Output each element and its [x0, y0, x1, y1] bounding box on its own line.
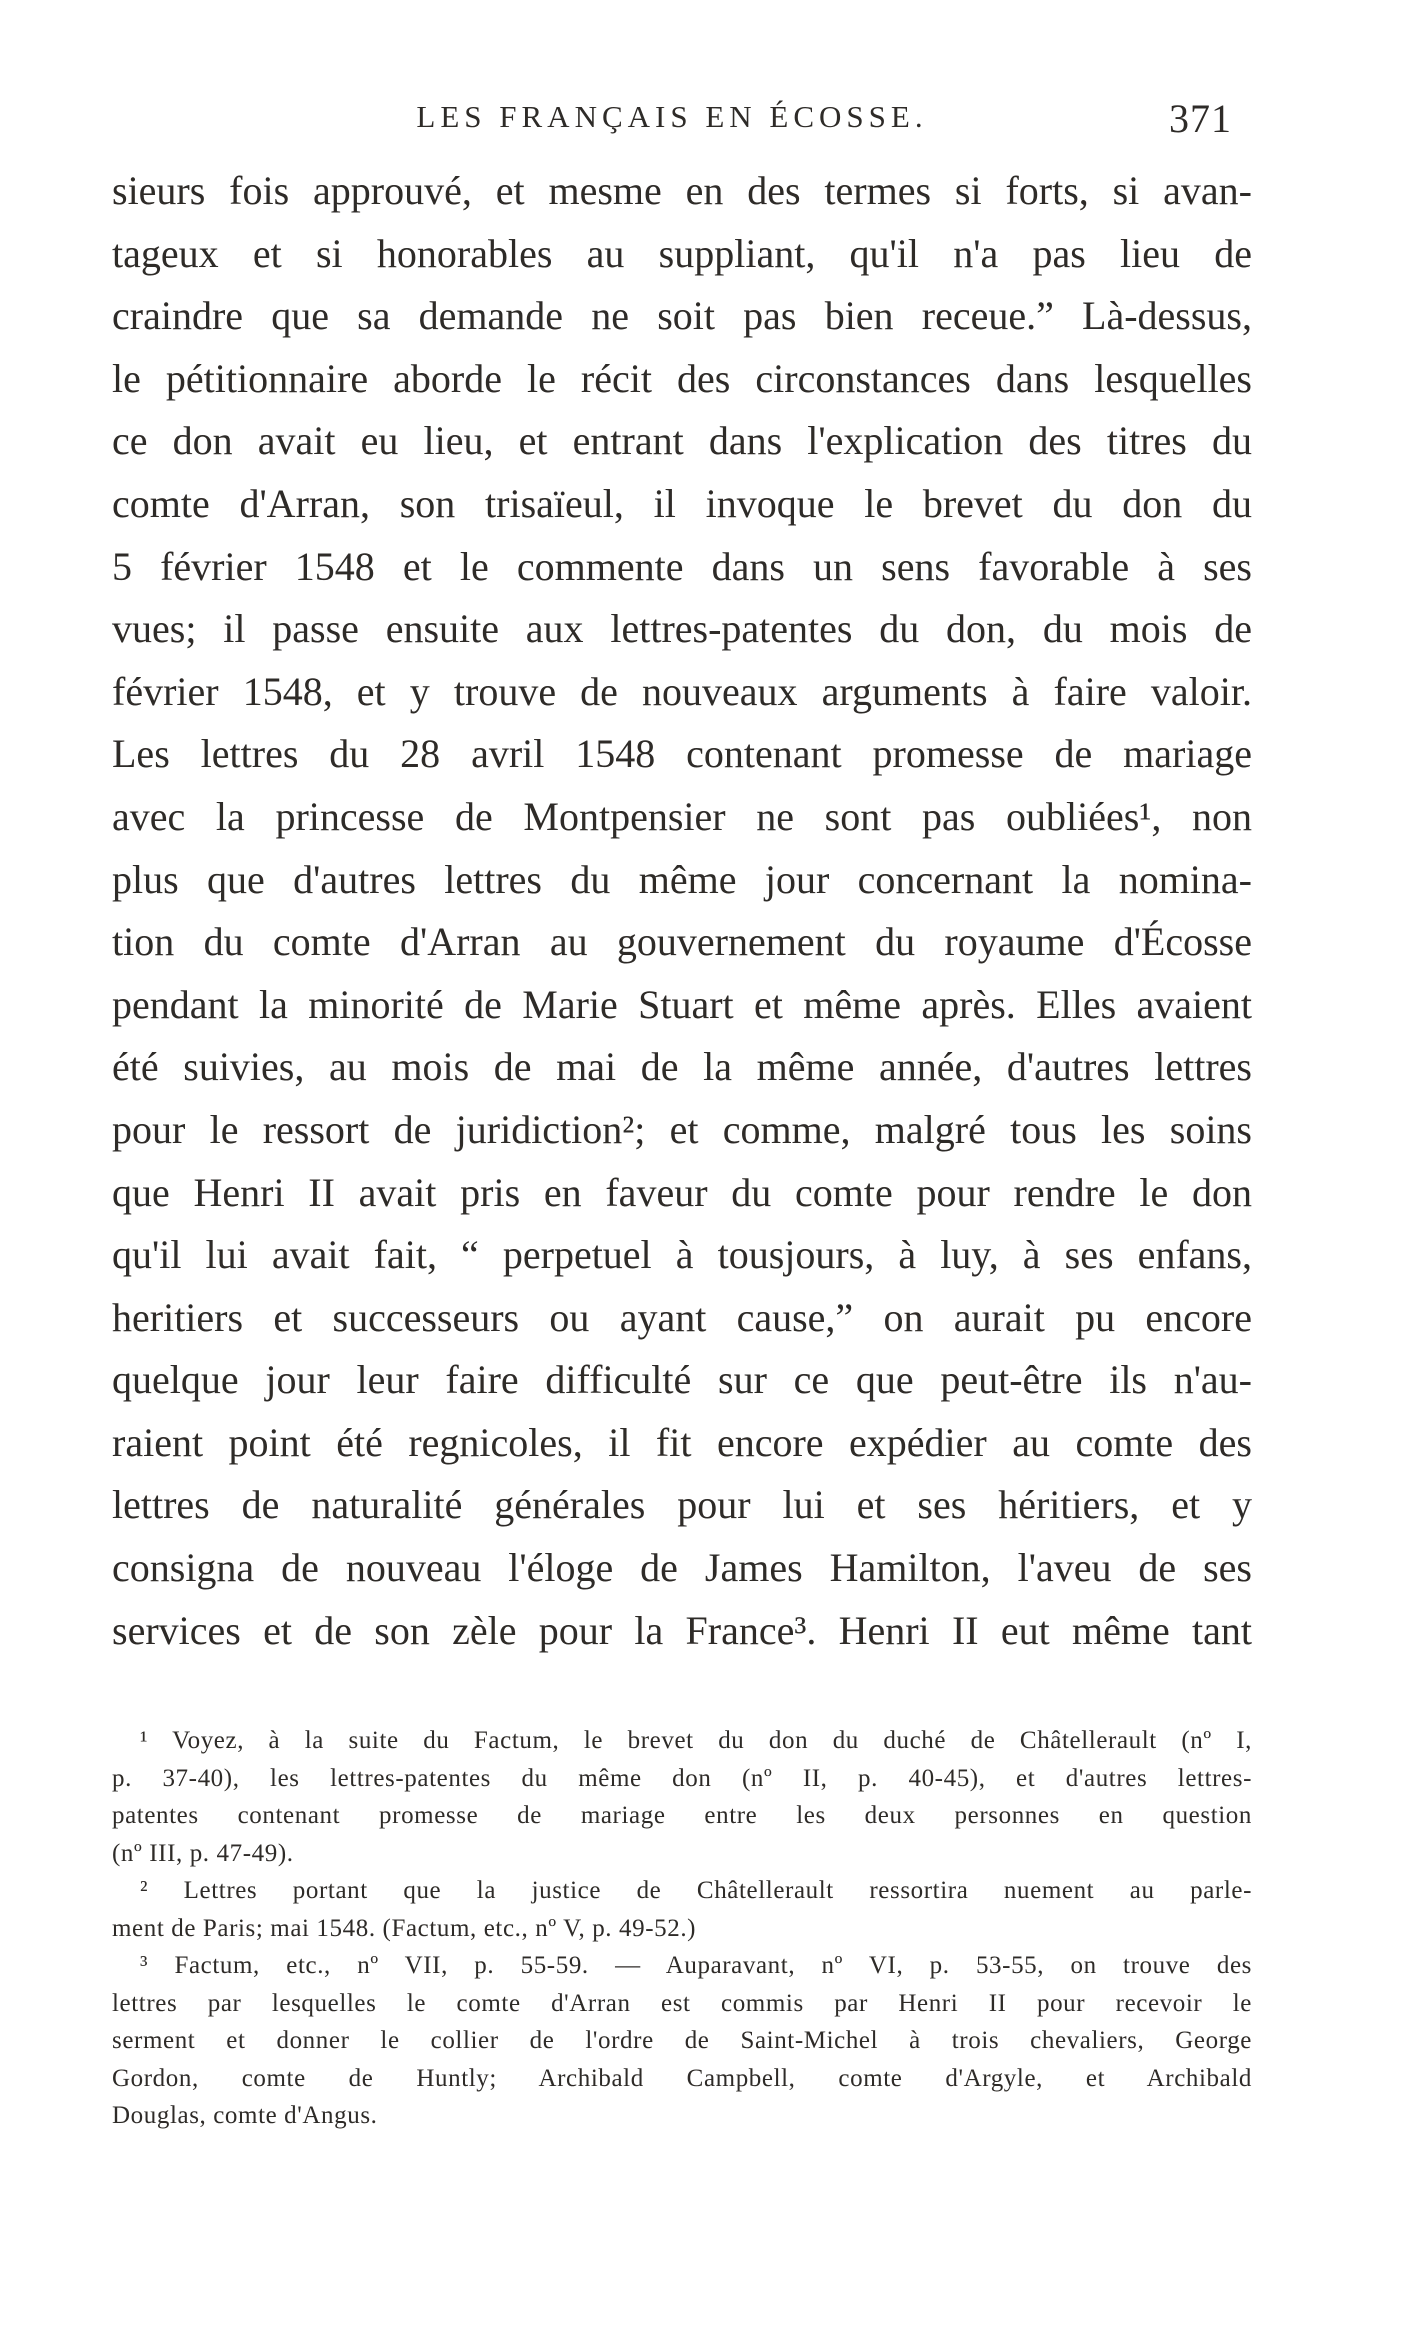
footnotes — [112, 1722, 1252, 2135]
text-line: raient point été regnicoles, il fit encore expédier au comte des — [112, 1419, 1252, 1465]
text-line: tageux et si honorables au suppliant, qu'il n'a pas lieu de — [112, 230, 1252, 276]
page-number: 371 — [1169, 96, 1232, 141]
footnote-text: Factum, etc., nº VII, p. 55-59. — Auparavant, nº VI, p. 53-55, on trouve des — [174, 1952, 1252, 1979]
text-line: avec la princesse de Montpensier ne sont pas oubliées¹, non — [112, 793, 1252, 839]
text-line: quelque jour leur faire difficulté sur ce que peut-être ils n'au- — [112, 1357, 1252, 1403]
text-line: comte d'Arran, son trisaïeul, il invoque le brevet du don du — [112, 480, 1252, 526]
footnote-text: Lettres portant que la justice de Châtellerault ressortira nuement au parle- — [183, 1877, 1252, 1904]
main-text — [112, 160, 1252, 1662]
footnote-3-line — [112, 1947, 1252, 1985]
footnote-1-line: p. 37-40), les lettres-patentes du même don (nº II, p. 40-45), et d'autres lettres- — [112, 1764, 1252, 1792]
text-line: été suivies, au mois de mai de la même année, d'autres lettres — [112, 1044, 1252, 1090]
text-line: pour le ressort de juridiction²; et comme, malgré tous les soins — [112, 1106, 1252, 1152]
text-line: services et de son zèle pour la France³. Henri II eut même tant — [112, 1607, 1252, 1653]
text-line: vues; il passe ensuite aux lettres-patentes du don, du mois de — [112, 606, 1252, 652]
footnote-1-line — [112, 1722, 1252, 1760]
text-line: ce don avait eu lieu, et entrant dans l'explication des titres du — [112, 418, 1252, 464]
page-header — [112, 95, 1232, 145]
text-line: 5 février 1548 et le commente dans un sens favorable à ses — [112, 543, 1252, 589]
text-line: plus que d'autres lettres du même jour concernant la nomina- — [112, 856, 1252, 902]
text-line: consigna de nouveau l'éloge de James Hamilton, l'aveu de ses — [112, 1545, 1252, 1591]
footnote-3-line: Gordon, comte de Huntly; Archibald Campbell, comte d'Argyle, et Archibald — [112, 2064, 1252, 2092]
text-line: que Henri II avait pris en faveur du comte pour rendre le don — [112, 1169, 1252, 1215]
footnote-1-line: patentes contenant promesse de mariage entre les deux personnes en question — [112, 1802, 1252, 1829]
text-line: pendant la minorité de Marie Stuart et même après. Elles avaient — [112, 981, 1252, 1027]
footnote-3-line: serment et donner le collier de l'ordre de Saint-Michel à trois chevaliers, George — [112, 2027, 1252, 2054]
text-line: tion du comte d'Arran au gouvernement du royaume d'Écosse — [112, 919, 1252, 965]
text-line: sieurs fois approuvé, et mesme en des termes si forts, si avan- — [112, 168, 1252, 213]
text-line: le pétitionnaire aborde le récit des circonstances dans lesquelles — [112, 355, 1252, 401]
text-line: Les lettres du 28 avril 1548 contenant promesse de mariage — [112, 731, 1252, 777]
footnote-3-line: lettres par lesquelles le comte d'Arran est commis par Henri II pour recevoir le — [112, 1989, 1252, 2017]
text-line: qu'il lui avait fait, “ perpetuel à tousjours, à luy, à ses enfans, — [112, 1232, 1252, 1278]
footnote-3-line: Douglas, comte d'Angus. — [112, 2102, 378, 2129]
text-line: février 1548, et y trouve de nouveaux arguments à faire valoir. — [112, 668, 1252, 714]
footnote-marker: ¹ — [140, 1727, 149, 1754]
text-line: lettres de naturalité générales pour lui et ses héritiers, et y — [112, 1482, 1252, 1528]
footnote-2-line: ment de Paris; mai 1548. (Factum, etc., nº V, p. 49-52.) — [112, 1914, 697, 1942]
footnote-marker: ³ — [140, 1952, 149, 1979]
footnote-text: Voyez, à la suite du Factum, le brevet du don du duché de Châtellerault (nº I, — [172, 1727, 1252, 1754]
text-line: craindre que sa demande ne soit pas bien receue.” Là-dessus, — [112, 293, 1252, 339]
text-line: heritiers et successeurs ou ayant cause,” on aurait pu encore — [112, 1294, 1252, 1340]
running-title: LES FRANÇAIS EN ÉCOSSE. — [416, 99, 928, 134]
footnote-2-line — [112, 1872, 1252, 1910]
footnote-marker: ² — [140, 1877, 149, 1904]
footnote-1-line: (nº III, p. 47-49). — [112, 1839, 294, 1867]
